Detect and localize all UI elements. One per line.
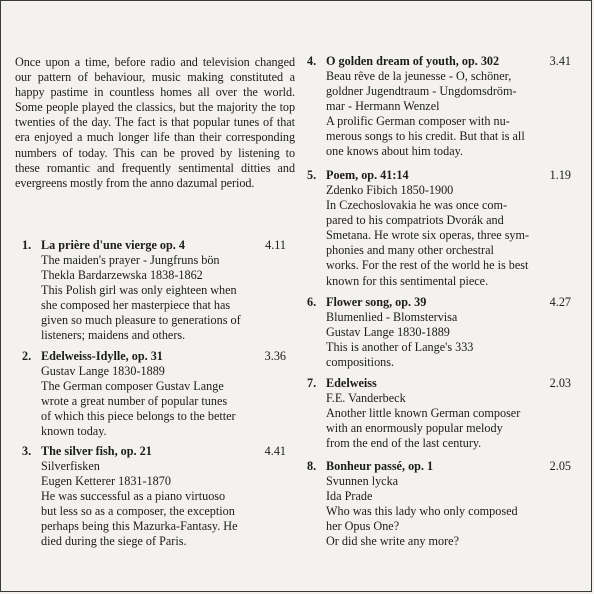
note-line: merous songs to his credit. But that is all xyxy=(326,129,525,144)
note-line: but less so as a composer, the exception xyxy=(41,504,235,519)
note-line: she composed her masterpiece that has xyxy=(41,298,231,313)
track-duration: 3.41 xyxy=(549,54,571,68)
note-line: He was successful as a piano virtuoso xyxy=(41,489,226,504)
note-line: Ida Prade xyxy=(326,489,373,504)
intro-paragraph: Once upon a time, before radio and television changed our pattern of behaviour, music making constituted a happy pastime in countless homes all over the world. Some people played the classics, but the majority the top twenties of the day. The fact is that popular tunes of that era enjoyed a much longer life than their corresponding numbers of today. This can be proved by listening to these romantic and frequently sentimental ditties and evergreens mostly from the anno dazumal period. xyxy=(15,55,295,190)
track-notes xyxy=(307,310,571,370)
track-duration: 4.41 xyxy=(264,444,286,458)
note-line: Zdenko Fibich 1850-1900 xyxy=(326,183,454,197)
track-title: The silver fish, op. 21 xyxy=(41,444,152,458)
track-item xyxy=(307,295,571,370)
track-item xyxy=(22,444,286,550)
track-notes xyxy=(307,183,571,289)
note-line: compositions. xyxy=(326,355,395,370)
note-line: Beau rêve de la jeunesse - O, schöner, xyxy=(326,69,512,83)
track-notes xyxy=(22,253,286,344)
track-number: 1. xyxy=(22,238,32,252)
track-duration: 4.11 xyxy=(265,238,286,252)
track-number: 5. xyxy=(307,168,317,182)
note-line: Another little known German composer xyxy=(326,406,521,421)
track-duration: 2.03 xyxy=(549,376,571,390)
track-number: 4. xyxy=(307,54,317,68)
track-notes xyxy=(22,364,286,439)
note-line: of which this piece belongs to the better xyxy=(41,409,236,424)
note-line: The maiden's prayer - Jungfruns bön xyxy=(41,253,220,267)
note-line: pared to his compatriots Dvorák and xyxy=(326,213,504,228)
track-number: 7. xyxy=(307,376,317,390)
track-title: Flower song, op. 39 xyxy=(326,295,427,309)
note-line: A prolific German composer with nu- xyxy=(326,114,510,129)
track-notes xyxy=(307,69,571,160)
track-duration: 1.19 xyxy=(549,168,571,182)
note-line: Or did she write any more? xyxy=(326,534,460,549)
note-line: Who was this lady who only composed xyxy=(326,504,518,519)
track-heading xyxy=(307,168,571,183)
note-line: perhaps being this Mazurka-Fantasy. He xyxy=(41,519,238,534)
track-title: O golden dream of youth, op. 302 xyxy=(326,54,500,68)
note-line: Eugen Ketterer 1831-1870 xyxy=(41,474,171,489)
note-line: from the end of the last century. xyxy=(326,436,482,451)
note-line: one knows about him today. xyxy=(326,144,463,159)
track-notes xyxy=(307,474,571,549)
track-heading xyxy=(307,376,571,391)
track-notes xyxy=(307,391,571,451)
track-number: 3. xyxy=(22,444,32,458)
note-line: The German composer Gustav Lange xyxy=(41,379,224,394)
track-number: 2. xyxy=(22,349,32,363)
track-item xyxy=(307,168,571,289)
note-line: Thekla Bardarzewska 1838-1862 xyxy=(41,268,203,283)
note-line: Smetana. He wrote six operas, three sym- xyxy=(326,228,530,243)
track-duration: 2.05 xyxy=(549,459,571,473)
track-heading xyxy=(307,54,571,69)
track-heading xyxy=(22,349,286,364)
note-line: Silverfisken xyxy=(41,459,100,473)
note-line: Gustav Lange 1830-1889 xyxy=(41,364,165,378)
note-line: This is another of Lange's 333 xyxy=(326,340,474,355)
track-item xyxy=(22,349,286,439)
track-item xyxy=(307,376,571,451)
note-line: This Polish girl was only eighteen when xyxy=(41,283,237,298)
track-heading xyxy=(22,238,286,253)
note-line: died during the siege of Paris. xyxy=(41,534,187,549)
track-number: 8. xyxy=(307,459,317,473)
track-item xyxy=(307,459,571,549)
track-title: La prière d'une vierge op. 4 xyxy=(41,238,185,252)
note-line: works. For the rest of the world he is best xyxy=(326,258,529,273)
note-line: Gustav Lange 1830-1889 xyxy=(326,325,450,340)
note-line: Svunnen lycka xyxy=(326,474,399,488)
track-heading xyxy=(307,295,571,310)
note-line: known today. xyxy=(41,424,107,439)
note-line: listeners; maidens and others. xyxy=(41,328,186,343)
track-duration: 3.36 xyxy=(264,349,286,363)
track-notes xyxy=(22,459,286,550)
track-item xyxy=(22,238,286,344)
note-line: known for this sentimental piece. xyxy=(326,273,489,288)
track-title: Edelweiss xyxy=(326,376,377,390)
note-line: mar - Hermann Wenzel xyxy=(326,99,440,114)
note-line: phonies and many other orchestral xyxy=(326,243,494,258)
note-line: In Czechoslovakia he was once com- xyxy=(326,198,508,213)
note-line: Blumenlied - Blomstervisa xyxy=(326,310,458,324)
track-title: Poem, op. 41:14 xyxy=(326,168,409,182)
track-duration: 4.27 xyxy=(549,295,571,309)
track-number: 6. xyxy=(307,295,317,309)
note-line: with an enormously popular melody xyxy=(326,421,503,436)
note-line: goldner Jugendtraum - Ungdomsdröm- xyxy=(326,84,517,99)
track-item xyxy=(307,54,571,160)
track-heading xyxy=(307,459,571,474)
note-line: F.E. Vanderbeck xyxy=(326,391,406,405)
note-line: her Opus One? xyxy=(326,519,400,534)
track-title: Bonheur passé, op. 1 xyxy=(326,459,434,473)
track-heading xyxy=(22,444,286,459)
note-line: wrote a great number of popular tunes xyxy=(41,394,228,409)
note-line: given so much pleasure to generations of xyxy=(41,313,241,328)
track-title: Edelweiss-Idylle, op. 31 xyxy=(41,349,163,363)
